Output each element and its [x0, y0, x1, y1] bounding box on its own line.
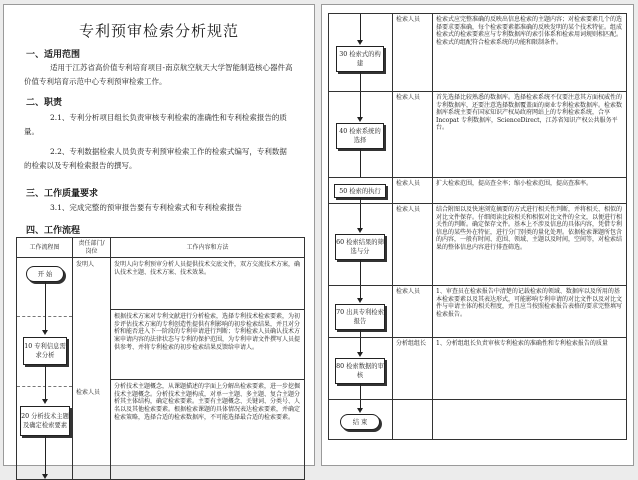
flow-cell-end	[329, 400, 393, 440]
flow-node-80: 80 检索数据的审核	[335, 358, 385, 384]
content-row-end	[433, 400, 627, 440]
section-heading-quality: 三、工作质量要求	[26, 189, 99, 199]
flow-cell-60	[329, 204, 393, 286]
document-title: 专利预审检索分析规范	[78, 22, 239, 40]
role-row-end	[393, 400, 433, 440]
flow-cell-70	[329, 286, 393, 338]
section-heading-scope: 一、适用范围	[26, 50, 81, 60]
duty-paragraph-2: 2.2、专利数据检索人员负责专利预审检索工作的检索式编写，专利数据的检索以及专利检索报告的撰写。	[24, 147, 287, 170]
flow-node-10: 10 专利信息需求分析	[23, 337, 67, 365]
role-row-1: 发明人	[76, 261, 95, 269]
role-row-70: 检索人员	[393, 286, 433, 338]
flow-node-40: 40 检索系统的选择	[336, 123, 384, 149]
role-row-40: 检索人员	[393, 92, 433, 178]
flow-node-20: 20 分析技术主题及确定检索要素	[20, 406, 70, 436]
header-role: 责任部门/岗位	[73, 238, 111, 258]
quality-paragraph: 3.1、完成完整的预审报告要有专利检索式和专利检索报告	[50, 203, 242, 212]
flow-node-30: 30 检索式的构建	[336, 46, 384, 72]
content-row-30: 检索式应完整准确的反映出信息检索的主题内容；对检索要素几个的选择要求要准确，每个检索要素都准确的反映发明的某个技术特征。组成检索式的检索要素应与专利数据库的索引体系和检索用词规则相匹配。检索式的组配符合检索系统的功能和限制条件。	[433, 14, 627, 92]
flow-cell-50	[329, 178, 393, 204]
content-column	[111, 258, 305, 480]
header-flowchart: 工作流程图	[17, 238, 73, 258]
content-row-70: 1、审查员在检索报告中清楚的记载检索的领域、数据库以及所用的基本检索要素以及其表达形式，可能影响专利申请的对比文件以及对比文件与申请主体的相关程度，并且应当按照检索报告表格的要求完整填写检索报告。	[433, 286, 627, 338]
section-heading-duties: 二、职责	[26, 98, 63, 108]
role-row-60: 检索人员	[393, 204, 433, 286]
workflow-table-left	[16, 237, 305, 480]
role-row-50: 检索人员	[393, 178, 433, 204]
role-row-30: 检索人员	[393, 14, 433, 92]
flow-node-50: 50 检索的执行	[334, 184, 386, 198]
scope-paragraph: 适用于江苏省高价值专利培育项目-南京航空航天大学智能制造核心器件高价值专利培育示范中心专利预审检索工作。	[24, 63, 293, 86]
content-row-40: 首先选择比较熟悉的数据库。选择检索系统不仅要注意其方面权威性的专利数据库，还要注意选择数据覆盖面的商业专利检索数据库。检索数据库系统主要有国家知识产权局政府网站上的专利检索系统，合享 Incopat 专利数据库，ScienceDirect，江苏省知识产权公共服务平台。	[433, 92, 627, 178]
content-row-80: 1、分析组组长负责审核专利检索的准确性和专利检索报告的质量	[433, 338, 627, 400]
role-row-3: 检索人员	[76, 389, 101, 397]
content-row-2: 根据技术方案对专利文献进行分析检索，选择专利技术检索要素，为初步评估技术方案的专利创造性提供有利影响的初步检索结果，并且对分析和能否进入下一阶段的专利申请进行判断；专利检索人员确认技术方案申请内容的法律状态与专利的保护范围，为专利申请文件撰写人员提供参考、并将专利检索的初步检索结果反馈给申请人。	[111, 310, 304, 380]
header-content: 工作内容和方法	[111, 238, 305, 258]
content-row-1: 发明人向专利预审分析人员提供技术交底文件，双方交流技术方案，确认技术主题、技术方案、技术效果。	[111, 258, 304, 310]
role-row-80: 分析组组长	[393, 338, 433, 400]
flow-cell-40	[329, 92, 393, 178]
role-row-2	[73, 316, 110, 386]
flowchart-column	[17, 258, 73, 480]
flow-node-70: 70 出具专利检索报告	[335, 304, 385, 330]
content-row-60: 结合附图以及快速浏览摘要的方式进行相关性判断，并将相关、相似的对比文件保存。仔细阅读比较相关和相似对比文件的全文，以便进行相关性的判断。确定保存文件。基本上不涉及信息的具体内容，凭借专利信息的某些外在特征，进行分门别类的量化处理。依据检索课题所包含的内容，一般有时间、范围、领域、主题以及时间，空间等，对检索结果的整体信息内容进行排查筛选。	[433, 204, 627, 286]
flow-node-end: 结 束	[340, 414, 380, 430]
flow-cell-80	[329, 338, 393, 400]
flow-node-60: 60 检索结果的筛选与分	[335, 234, 385, 260]
flow-cell-30	[329, 14, 393, 92]
role-column	[73, 258, 111, 480]
workflow-table-right	[328, 13, 627, 440]
duty-paragraph-1: 2.1、专利分析项目组长负责审核专利检索的准确性和专利检索报告的质量。	[24, 113, 287, 136]
left-page	[3, 4, 315, 466]
content-row-50: 扩大检索范围，提高查全率；缩小检索范围，提高查准率。	[433, 178, 627, 204]
flow-node-start: 开 始	[26, 266, 64, 282]
content-row-3: 分析技术主题概念，从课题描述的字面上分解出检索要素，进一步挖掘技术主题概念。分析技术主题构成，对单一主题、多主题、复合主题分析其主体结构，确定检索要素。主要有主题概念、关键词、分类号、人名以及其他检索要素。根据检索课题的具体情况表达检索要素，并确定检索策略，选择合适的检索数据库，不可能选择最合适的检索要素。	[114, 383, 301, 421]
section-heading-workflow: 四、工作流程	[26, 226, 81, 236]
right-page	[321, 4, 634, 466]
